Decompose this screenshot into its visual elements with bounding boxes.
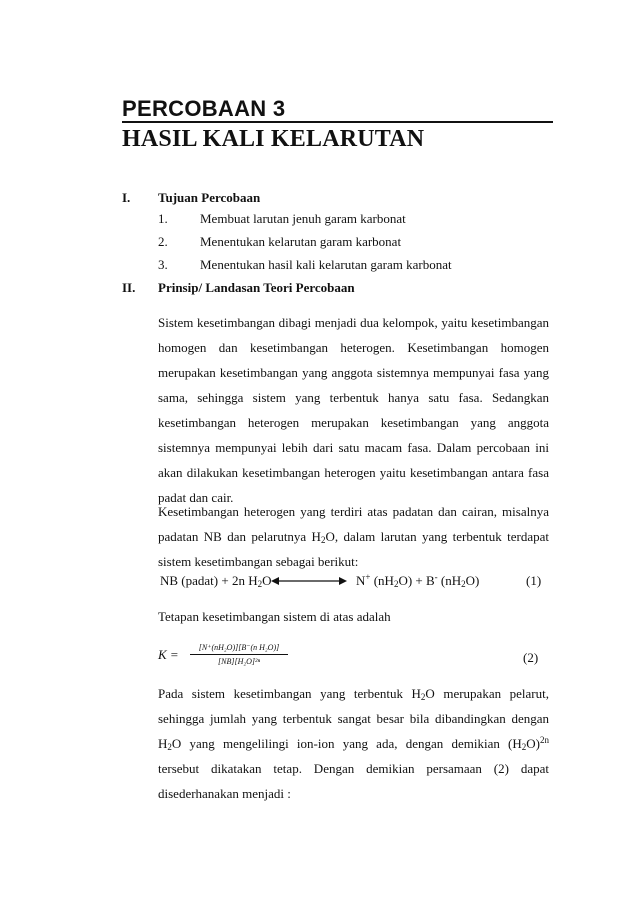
title-underline bbox=[122, 121, 553, 123]
equation-1-number: (1) bbox=[526, 573, 542, 588]
text-line: sistem kesetimbangan sebagai berikut: bbox=[158, 554, 359, 569]
objective-3-number: 3. bbox=[158, 257, 168, 272]
equation-2-number: (2) bbox=[523, 650, 539, 665]
text-line: sama, sehingga sistem yang terbentuk hanya satu fasa. Sedangkan bbox=[158, 390, 549, 405]
objective-1-text: Membuat larutan jenuh garam karbonat bbox=[200, 211, 406, 226]
equation-1-products: N+ $(nH_2O) + B^-$ $(nH_2O)$ bbox=[356, 572, 480, 589]
section-1-numeral: I. bbox=[122, 190, 131, 205]
section-1-heading: Tujuan Percobaan bbox=[158, 190, 261, 205]
text-line: Pada sistem kesetimbangan yang terbentuk $H_2O$ merupakan pelarut, bbox=[158, 686, 549, 702]
equation-2-numerator: [N⁺(nH₂O)][B⁻(n H₂O)] bbox=[190, 643, 288, 655]
text-line: tersebut dikatakan tetap. Dengan demikian persamaan (2) dapat bbox=[158, 761, 549, 776]
text-line: sistemnya mempunyai lebih dari satu macam fasa. Dalam percobaan ini bbox=[158, 440, 549, 455]
text-line: $H_2O$ yang mengelilingi ion-ion yang ada, dengan demikian $(H_2O)^{2n}$ bbox=[158, 735, 549, 752]
objective-3-text: Menentukan hasil kali kelarutan garam karbonat bbox=[200, 257, 452, 272]
section-2-numeral: II. bbox=[122, 280, 136, 295]
text-line: merupakan kesetimbangan yang anggota sistemnya mempunyai fasa yang bbox=[158, 365, 549, 380]
text-line: kesetimbangan heterogen merupakan kesetimbangan yang anggota bbox=[158, 415, 549, 430]
equation-2-fraction bbox=[190, 643, 288, 666]
objective-2-number: 2. bbox=[158, 234, 168, 249]
text-line: Sistem kesetimbangan dibagi menjadi dua kelompok, yaitu kesetimbangan bbox=[158, 315, 549, 330]
text-line: homogen dan kesetimbangan heterogen. Kesetimbangan homogen bbox=[158, 340, 549, 355]
objective-1-number: 1. bbox=[158, 211, 168, 226]
equilibrium-arrow-icon bbox=[271, 575, 347, 587]
equation-2-lhs: K = bbox=[158, 647, 179, 662]
text-line: padat dan cair. bbox=[158, 490, 234, 505]
text-line: disederhanakan menjadi : bbox=[158, 786, 291, 801]
objective-2-text: Menentukan kelarutan garam karbonat bbox=[200, 234, 402, 249]
equilibrium-constant-intro: Tetapan kesetimbangan sistem di atas adalah bbox=[158, 609, 391, 624]
equation-1-reactants: NB (padat) + 2n $H_2O$ bbox=[160, 573, 272, 589]
page-subtitle: HASIL KALI KELARUTAN bbox=[122, 126, 425, 152]
page-title: PERCOBAAN 3 bbox=[122, 96, 286, 121]
text-line: padatan NB dan pelarutnya $H_2O$, dalam larutan yang terbentuk terdapat bbox=[158, 529, 549, 545]
text-line: akan dilakukan kesetimbangan heterogen yaitu kesetimbangan antara fasa bbox=[158, 465, 549, 480]
paragraph-equilibrium-systems bbox=[158, 310, 549, 510]
paragraph-heterogeneous bbox=[158, 499, 549, 574]
paragraph-solvent bbox=[158, 681, 549, 806]
text-line: sehingga jumlah yang terbentuk sangat besar bila dibandingkan dengan bbox=[158, 711, 549, 726]
equation-2-denominator: [NB][H₂O]²ⁿ bbox=[218, 657, 260, 666]
section-2-heading: Prinsip/ Landasan Teori Percobaan bbox=[158, 280, 355, 295]
text-line: Kesetimbangan heterogen yang terdiri atas padatan dan cairan, misalnya bbox=[158, 504, 549, 519]
